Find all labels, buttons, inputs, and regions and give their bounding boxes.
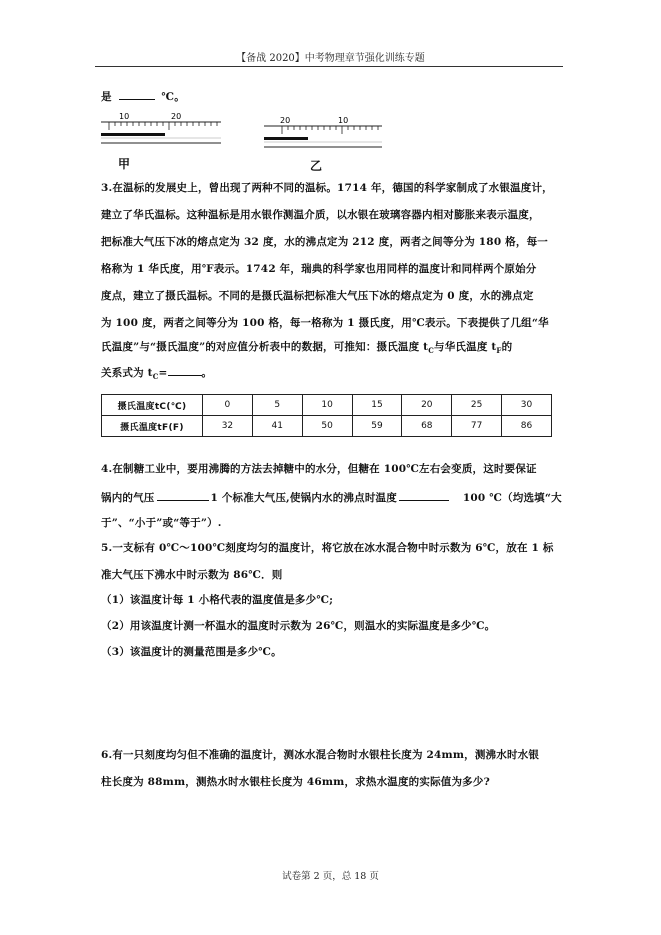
q3-line-5: 度点，建立了摄氏温标。不同的是摄氏温标把标准大气压下冰的熔点定为 0 度，水的沸点定 <box>101 290 534 302</box>
table-cell: 30 <box>502 395 552 416</box>
table-cell: 77 <box>452 416 502 437</box>
table-cell: 10 <box>302 395 352 416</box>
page-header: 【备战 2020】中考物理章节强化训练专题 <box>236 53 425 64</box>
thermometer-yi <box>262 114 387 154</box>
answer-blank-1[interactable] <box>119 88 155 100</box>
q3-line-8-end: 。 <box>201 367 213 379</box>
q4-line-2a: 锅内的气压 <box>101 492 155 504</box>
table-cell: 50 <box>302 416 352 437</box>
page-footer: 试卷第 2 页，总 18 页 <box>282 871 379 882</box>
table-row-celsius <box>102 395 552 416</box>
q3-line-7-mid: 与华氏温度 t <box>434 341 497 353</box>
q3-line-8-text: 关系式为 t <box>101 367 153 379</box>
q6-line-1: 6.有一只刻度均匀但不准确的温度计，测冰水混合物时水银柱长度为 24mm，测沸水时水银 <box>101 749 540 761</box>
tick-label: 10 <box>338 116 349 125</box>
q4-line-3: 于”、“小于”或“等于”）. <box>101 517 222 529</box>
q4-line-2 <box>101 489 561 505</box>
q6-line-2: 柱长度为 88mm，测热水时水银柱长度为 46mm，求热水温度的实际值为多少? <box>101 776 490 788</box>
q5-sub-1: （1）该温度计每 1 小格代表的温度值是多少℃; <box>101 594 334 606</box>
temperature-table <box>101 394 552 437</box>
row-label: 摄氏温度tF(F) <box>102 416 203 437</box>
table-cell: 0 <box>203 395 253 416</box>
table-cell: 15 <box>352 395 402 416</box>
q3-line-3: 把标准大气压下冰的熔点定为 32 度，水的沸点定为 212 度，两者之间等分为 180 格，每一 <box>101 236 548 248</box>
q3-line-2: 建立了华氏温标。这种温标是用水银作测温介质，以水银在玻璃容器内相对膨胀来表示温度， <box>101 209 540 221</box>
table-cell: 25 <box>452 395 502 416</box>
row-label: 摄氏温度tC(℃) <box>102 395 203 416</box>
q3-line-7-text: 氏温度”与“摄氏温度”的对应值分析表中的数据，可推知：摄氏温度 t <box>101 341 429 353</box>
q3-line-6: 为 100 度，两者之间等分为 100 格，每一格称为 1 摄氏度，用℃表示。下表提供了几组“华 <box>101 317 549 329</box>
q4-line-2b: 1 个标准大气压,使锅内水的沸点时温度 <box>210 492 397 504</box>
table-row-fahrenheit <box>102 416 552 437</box>
answer-blank-relation[interactable] <box>168 364 202 376</box>
answer-blank-boiling[interactable] <box>399 489 449 501</box>
q5-line-2: 准大气压下沸水中时示数为 86℃．则 <box>101 569 283 581</box>
mercury-column-jia <box>101 133 165 136</box>
table-cell: 5 <box>252 395 302 416</box>
q3-line-7 <box>101 340 561 358</box>
q4-line-1: 4.在制糖工业中，要用沸腾的方法去掉糖中的水分，但糖在 100℃左右会变质，这时要保证 <box>101 463 537 475</box>
subscript-f: F <box>496 346 502 356</box>
table-cell: 68 <box>402 416 452 437</box>
intro-line <box>101 88 561 104</box>
subscript-c: C <box>152 372 159 382</box>
table-cell: 32 <box>203 416 253 437</box>
q3-line-4: 格称为 1 华氏度，用℉表示。1742 年，瑞典的科学家也用同样的温度计和同样两个原始分 <box>101 263 537 275</box>
intro-suffix: ℃。 <box>161 91 185 103</box>
answer-blank-pressure[interactable] <box>157 489 209 501</box>
table-cell: 41 <box>252 416 302 437</box>
tick-label: 20 <box>280 116 291 125</box>
q4-line-2c: 100 ℃（均选填“大 <box>462 492 562 504</box>
label-jia: 甲 <box>118 157 131 171</box>
subscript-c: C <box>428 346 435 356</box>
q3-line-8 <box>101 364 561 384</box>
table-cell: 86 <box>502 416 552 437</box>
q3-line-1: 3.在温标的发展史上，曾出现了两种不同的温标。1714 年，德国的科学家制成了水银温度计， <box>101 182 553 194</box>
label-yi: 乙 <box>310 159 323 173</box>
table-cell: 59 <box>352 416 402 437</box>
q5-line-1: 5.一支标有 0℃～100℃刻度均匀的温度计，将它放在冰水混合物中时示数为 6℃，放在 1 标 <box>101 542 554 554</box>
intro-prefix: 是 <box>101 91 112 103</box>
mercury-column-yi <box>264 137 308 140</box>
table-cell: 20 <box>402 395 452 416</box>
header-rule <box>95 66 563 67</box>
tick-label: 20 <box>171 112 182 121</box>
thermometer-jia <box>101 110 226 150</box>
tick-label: 10 <box>119 112 130 121</box>
q3-line-8-mid: = <box>158 367 168 379</box>
q5-sub-3: （3）该温度计的测量范围是多少℃。 <box>101 646 282 658</box>
q3-line-7-end: 的 <box>501 341 513 353</box>
q5-sub-2: （2）用该温度计测一杯温水的温度时示数为 26℃，则温水的实际温度是多少℃。 <box>101 620 496 632</box>
